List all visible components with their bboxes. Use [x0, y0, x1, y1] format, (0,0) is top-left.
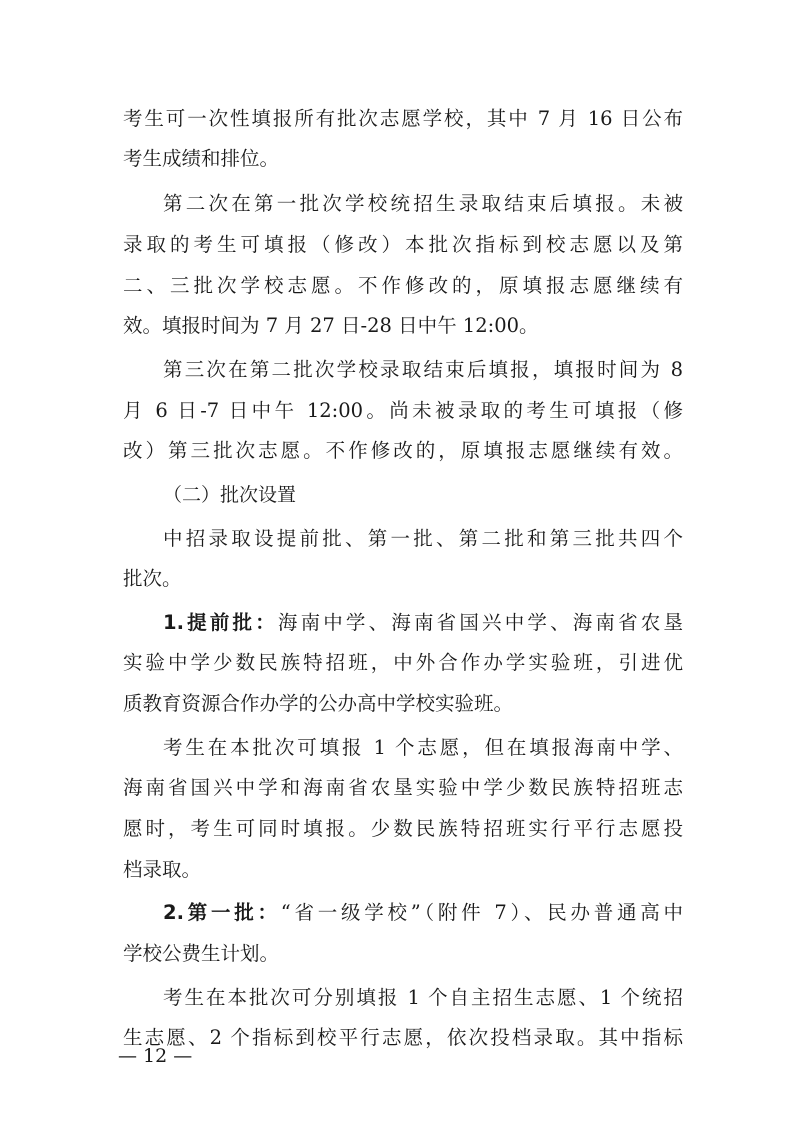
- body-text-line: 考生在本批次可分别填报 1 个自主招生志愿、1 个统招: [163, 986, 683, 1009]
- body-text-line: 生志愿、2 个指标到校平行志愿，依次投档录取。其中指标: [123, 1026, 683, 1049]
- body-text-line: 愿时，考生可同时填报。少数民族特招班实行平行志愿投: [123, 817, 683, 840]
- body-text-line: 档录取。: [123, 858, 202, 881]
- item-lead-label: 2.第一批：: [163, 901, 281, 924]
- body-text-line: 考生成绩和排位。: [123, 147, 280, 170]
- body-text-line: 二、三批次学校志愿。不作修改的，原填报志愿继续有: [123, 274, 683, 297]
- body-text-line: 效。填报时间为 7 月 27 日-28 日中午 12:00。: [123, 314, 539, 337]
- body-text-line: 考生在本批次可填报 1 个志愿，但在填报海南中学、: [163, 736, 683, 759]
- body-text-line: 学校公费生计划。: [123, 942, 280, 965]
- body-text-line: 月 6 日-7 日中午 12:00。尚未被录取的考生可填报（修: [123, 399, 683, 422]
- body-text-line: 中招录取设提前批、第一批、第二批和第三批共四个: [163, 527, 683, 550]
- body-text-line: 质教育资源合作办学的公办高中学校实验班。: [123, 692, 514, 715]
- body-text-line: 第三次在第二批次学校录取结束后填报，填报时间为 8: [163, 358, 683, 381]
- body-text-line: 批次。: [123, 567, 182, 590]
- body-text-line: [163, 603, 683, 643]
- item-lead-label: 1.提前批：: [163, 611, 278, 634]
- item-text: 海南中学、海南省国兴中学、海南省农垦: [277, 611, 683, 634]
- body-text-line: 考生可一次性填报所有批次志愿学校，其中 7 月 16 日公布: [123, 107, 683, 130]
- body-text-line: 第二次在第一批次学校统招生录取结束后填报。未被: [163, 192, 683, 215]
- item-text: “省一级学校”（附件 7）、民办普通高中: [280, 901, 684, 924]
- body-text-line: 实验中学少数民族特招班，中外合作办学实验班，引进优: [123, 651, 683, 674]
- section-heading: （二）批次设置: [163, 484, 297, 506]
- page-number: — 12 —: [118, 1045, 193, 1067]
- body-text-line: 改）第三批次志愿。不作修改的，原填报志愿继续有效。: [123, 439, 683, 462]
- body-text-line: 录取的考生可填报（修改）本批次指标到校志愿以及第: [123, 233, 683, 256]
- body-text-line: [163, 893, 683, 933]
- body-text-line: 海南省国兴中学和海南省农垦实验中学少数民族特招班志: [123, 776, 683, 799]
